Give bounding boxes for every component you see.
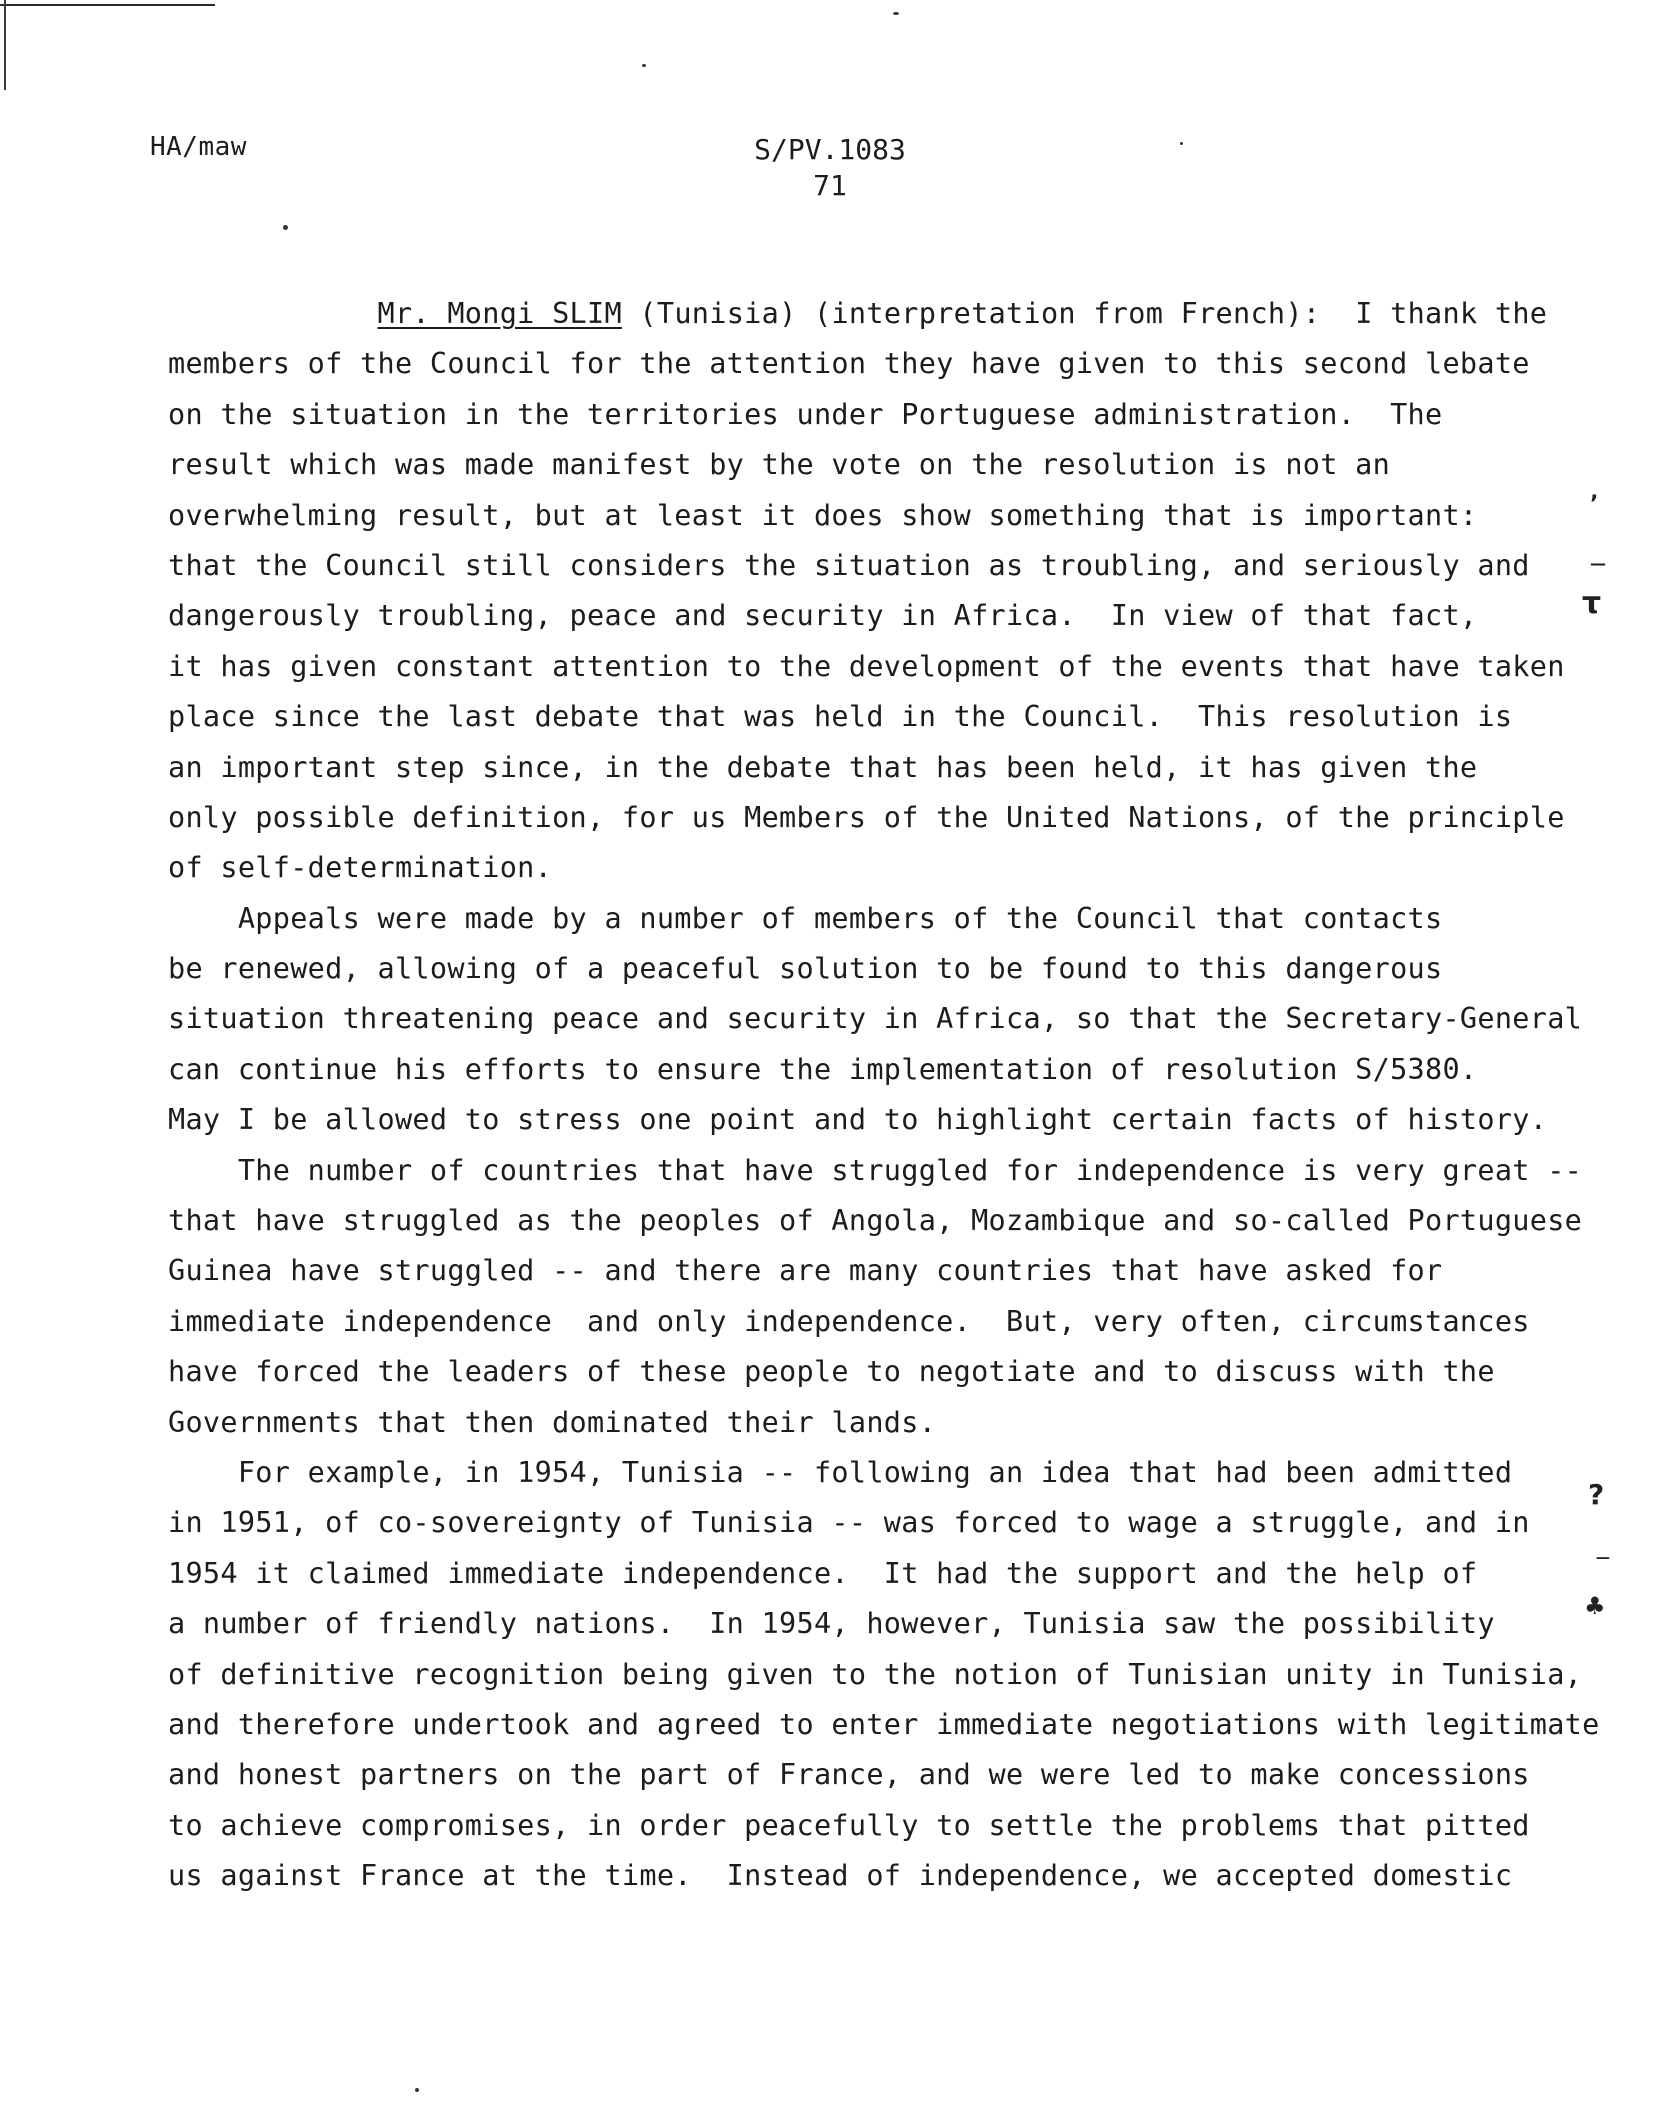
document-body [168, 289, 1600, 1902]
text-line: immediate independence and only independence. But, very often, circumstances [168, 1304, 1530, 1338]
scan-edge-left [4, 0, 6, 90]
scan-speck [415, 2088, 419, 2092]
margin-scan-mark: — [1596, 1550, 1610, 1566]
text-line: Appeals were made by a number of members of the Council that contacts [237, 901, 1443, 935]
text-line: of definitive recognition being given to the notion of Tunisian unity in Tunisia, [168, 1657, 1583, 1691]
text-line: that have struggled as the peoples of Angola, Mozambique and so-called Portuguese [168, 1204, 1583, 1238]
text-line: dangerously troubling, peace and security in Africa. In view of that fact, [168, 599, 1478, 633]
margin-scan-mark: τ [1582, 586, 1602, 621]
text-line: be renewed, allowing of a peaceful solution to be found to this dangerous [168, 952, 1443, 986]
text-line: result which was made manifest by the vote on the resolution is not an [168, 448, 1391, 482]
text-line: of self-determination. [168, 851, 553, 885]
typist-reference: HA/maw [150, 132, 247, 162]
margin-scan-mark: ? [1588, 1478, 1605, 1511]
text-line: it has given constant attention to the development of the events that have taken [168, 649, 1565, 683]
margin-scan-mark: — [1590, 554, 1606, 573]
scan-speck [893, 12, 899, 15]
text-line: Mr. Mongi SLIM (Tunisia) (interpretation from French): I thank the [377, 297, 1548, 330]
scan-speck [1180, 142, 1183, 145]
text-line: on the situation in the territories under Portuguese administration. The [168, 397, 1443, 431]
margin-scan-mark: ’ [1590, 492, 1599, 517]
scan-speck [283, 225, 288, 230]
text-line: May I be allowed to stress one point and to highlight certain facts of history. [168, 1103, 1548, 1137]
margin-scan-mark: ♣ [1584, 1592, 1606, 1620]
text-line: Guinea have struggled -- and there are many countries that have asked for [168, 1254, 1443, 1288]
page-number: 71 [813, 169, 847, 202]
text-line: and therefore undertook and agreed to enter immediate negotiations with legitimate [168, 1707, 1600, 1741]
text-line: to achieve compromises, in order peacefully to settle the problems that pitted [168, 1808, 1530, 1842]
speaker-name: Mr. Mongi SLIM [377, 297, 622, 330]
text-line: Governments that then dominated their lands. [168, 1405, 937, 1439]
text-line: an important step since, in the debate that has been held, it has given the [168, 750, 1478, 784]
scan-edge-top [0, 4, 215, 6]
text-line: overwhelming result, but at least it does show something that is important: [168, 498, 1478, 532]
text-line: have forced the leaders of these people to negotiate and to discuss with the [168, 1355, 1495, 1389]
text-line: The number of countries that have struggled for independence is very great -- [237, 1153, 1583, 1187]
document-symbol: S/PV.1083 [754, 133, 906, 166]
text-line: and honest partners on the part of France, and we were led to make concessions [168, 1758, 1530, 1792]
text-line: in 1951, of co-sovereignty of Tunisia -- was forced to wage a struggle, and in [168, 1506, 1530, 1540]
text-line: can continue his efforts to ensure the implementation of resolution S/5380. [168, 1052, 1478, 1086]
page-header [730, 132, 930, 204]
scan-speck [642, 64, 646, 67]
text-line: situation threatening peace and security in Africa, so that the Secretary-General [168, 1002, 1583, 1036]
text-line: place since the last debate that was held in the Council. This resolution is [168, 700, 1513, 734]
text-line: members of the Council for the attention they have given to this second lebate [168, 347, 1530, 381]
text-line: For example, in 1954, Tunisia -- following an idea that had been admitted [237, 1455, 1513, 1489]
text-line: only possible definition, for us Members of the United Nations, of the principle [168, 800, 1565, 834]
text-line: 1954 it claimed immediate independence. It had the support and the help of [168, 1556, 1478, 1590]
text-line: a number of friendly nations. In 1954, however, Tunisia saw the possibility [168, 1607, 1495, 1641]
text-line: us against France at the time. Instead of independence, we accepted domestic [168, 1859, 1513, 1893]
text-line: that the Council still considers the situation as troubling, and seriously and [168, 548, 1530, 582]
